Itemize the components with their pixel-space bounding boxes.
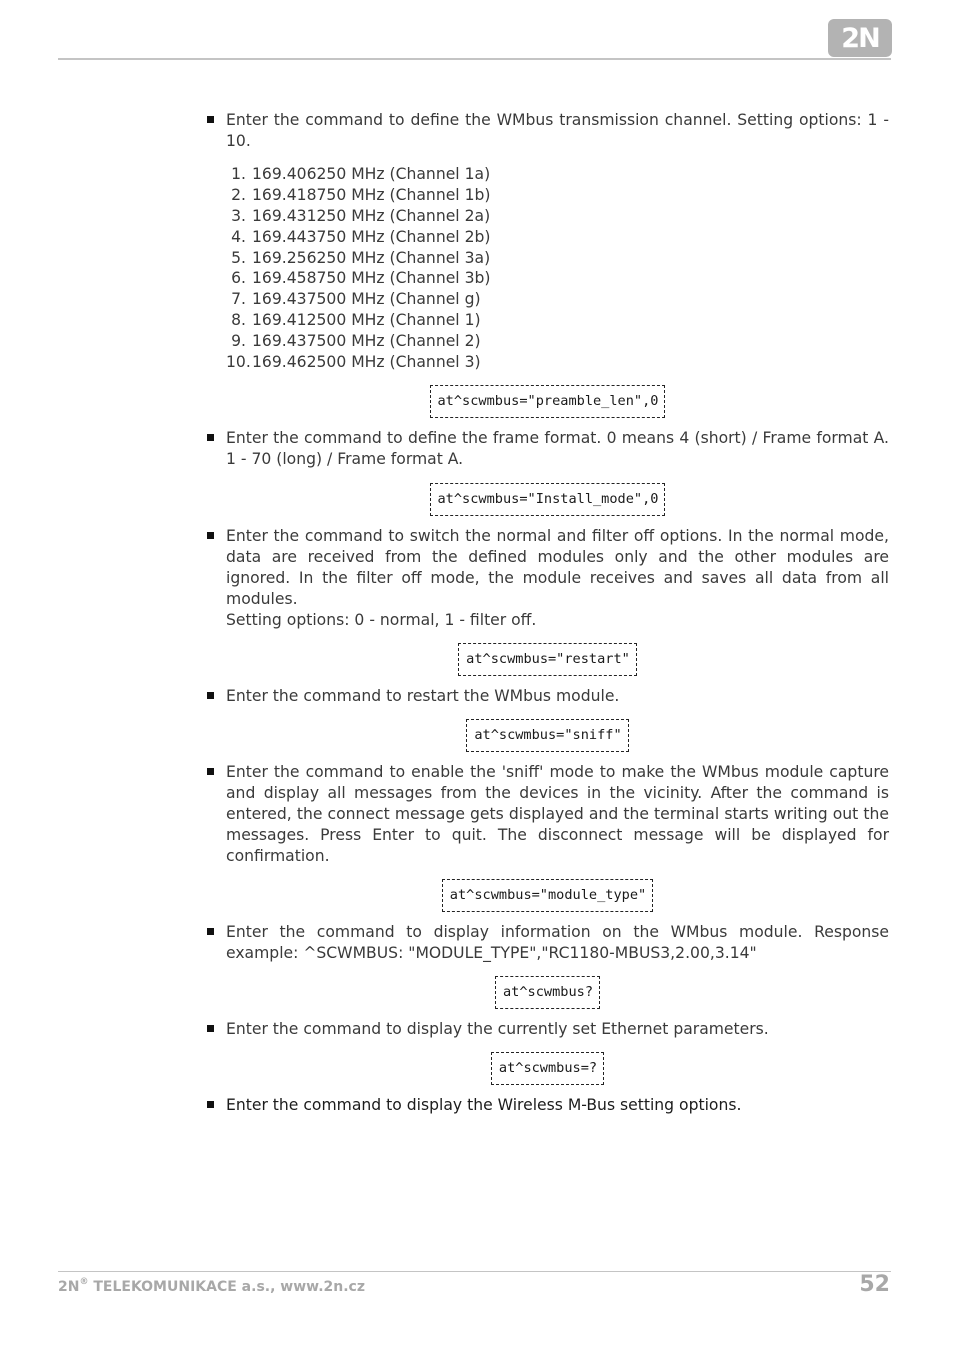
bullet-text: Enter the command to display the currently set Ethernet parameters.: [226, 1019, 769, 1038]
list-item: [226, 164, 889, 185]
list-text: 169.458750 MHz (Channel 3b): [252, 269, 491, 288]
bullet-frame-format: [206, 428, 889, 470]
header-divider: [58, 58, 891, 60]
code-block-install-mode: at^scwmbus="Install_mode",0: [430, 483, 666, 516]
bullet-square-icon: [207, 116, 214, 123]
page-number: 52: [859, 1272, 890, 1297]
code-block-preamble-len: at^scwmbus="preamble_len",0: [430, 385, 666, 418]
list-item: [226, 206, 889, 227]
bullet-channel: [206, 110, 889, 152]
bullet-text-setting-options: Setting options: 0 - normal, 1 - filter off.: [226, 610, 537, 629]
bullet-text: Enter the command to display the Wireless M-Bus setting options.: [226, 1095, 742, 1114]
list-text: 169.256250 MHz (Channel 3a): [252, 248, 491, 267]
list-text: 169.431250 MHz (Channel 2a): [252, 206, 491, 225]
bullet-square-icon: [207, 1025, 214, 1032]
footer-company-text: TELEKOMUNIKACE a.s., www.2n.cz: [88, 1279, 365, 1295]
channel-list: [206, 164, 889, 373]
list-item: [226, 331, 889, 352]
bullet-module-type: [206, 922, 889, 964]
bullet-square-icon: [207, 532, 214, 539]
code-block-module-type: at^scwmbus="module_type": [442, 879, 653, 912]
list-item: [226, 310, 889, 331]
bullet-text: Enter the command to define the frame format. 0 means 4 (short) / Frame format A. 1 - 70 (long) / Frame format A.: [226, 428, 889, 468]
code-block-wrap: [206, 879, 889, 912]
bullet-text: Enter the command to switch the normal and filter off options. In the normal mode, data are received from the defined modules only and the other modules are ignored. In the filter off mode, the module receives and saves all data from all modules.: [226, 526, 889, 608]
bullet-text: Enter the command to display information on the WMbus module. Response example: ^SCWMBUS: "MODULE_TYPE","RC1180-MBUS3,2.00,3.14": [226, 922, 889, 962]
list-text: 169.437500 MHz (Channel 2): [252, 332, 481, 351]
list-number: 4.: [231, 227, 246, 246]
list-text: 169.418750 MHz (Channel 1b): [252, 185, 491, 204]
registered-mark: ®: [79, 1277, 89, 1288]
list-number: 3.: [231, 206, 246, 225]
list-number: 1.: [231, 165, 246, 183]
logo-text: 2N: [841, 22, 879, 54]
list-item: [226, 248, 889, 269]
bullet-sniff: [206, 762, 889, 867]
2n-logo: [828, 19, 892, 57]
code-block-wrap: [206, 1052, 889, 1085]
list-number: 9.: [231, 332, 246, 351]
code-block-wrap: [206, 483, 889, 516]
list-number: 6.: [231, 269, 246, 288]
footer-company: [58, 1279, 365, 1295]
list-item: [226, 227, 889, 248]
list-number: 2.: [231, 185, 246, 204]
code-block-restart: at^scwmbus="restart": [458, 643, 637, 676]
bullet-square-icon: [207, 928, 214, 935]
list-text: 169.412500 MHz (Channel 1): [252, 311, 481, 330]
bullet-square-icon: [207, 692, 214, 699]
list-item: [226, 185, 889, 206]
code-block-options-query: at^scwmbus=?: [491, 1052, 604, 1085]
list-text: 169.462500 MHz (Channel 3): [252, 353, 481, 372]
bullet-square-icon: [207, 434, 214, 441]
code-block-wrap: [206, 719, 889, 752]
bullet-install-mode: [206, 526, 889, 631]
footer-brand: 2N: [58, 1279, 80, 1295]
bullet-restart: [206, 686, 889, 707]
code-block-wrap: [206, 976, 889, 1009]
list-number: 7.: [231, 290, 246, 309]
list-number: 10.: [226, 353, 251, 372]
bullet-text: Enter the command to restart the WMbus module.: [226, 686, 620, 705]
bullet-query: [206, 1019, 889, 1040]
list-text: 169.406250 MHz (Channel 1a): [252, 165, 491, 183]
footer-divider: [58, 1271, 891, 1272]
list-text: 169.443750 MHz (Channel 2b): [252, 227, 491, 246]
code-block-wrap: [206, 385, 889, 418]
document-body: [206, 110, 889, 1116]
list-number: 5.: [231, 248, 246, 267]
bullet-text: Enter the command to enable the 'sniff' mode to make the WMbus module capture and display all messages from the devices in the vicinity. After the command is entered, the connect message gets displayed and the terminal starts writing out the messages. Press Enter to quit. The disconnect message will be displayed for confirmation.: [226, 762, 889, 865]
bullet-square-icon: [207, 768, 214, 775]
bullet-square-icon: [207, 1101, 214, 1108]
bullet-text: Enter the command to define the WMbus transmission channel. Setting options: 1 - 10.: [226, 111, 889, 150]
bullet-options-query: [206, 1095, 889, 1116]
list-item: [226, 289, 889, 310]
list-item: [226, 352, 889, 373]
list-text: 169.437500 MHz (Channel g): [252, 290, 481, 309]
code-block-query: at^scwmbus?: [495, 976, 600, 1009]
list-item: [226, 268, 889, 289]
code-block-sniff: at^scwmbus="sniff": [466, 719, 628, 752]
code-block-wrap: [206, 643, 889, 676]
list-number: 8.: [231, 311, 246, 330]
